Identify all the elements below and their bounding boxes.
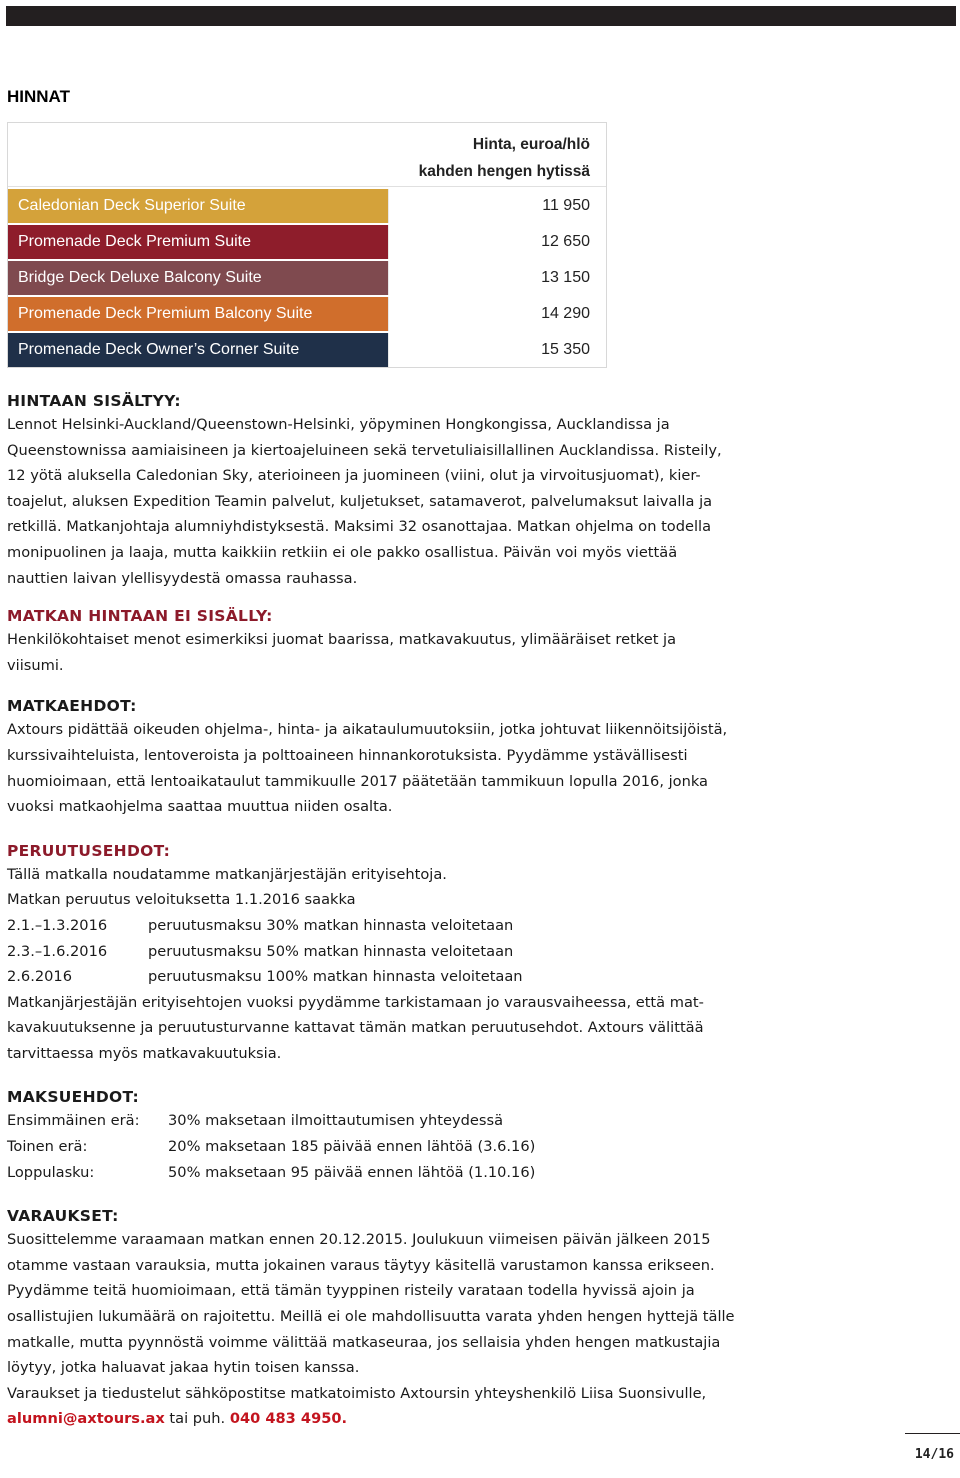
- text-line: retkillä. Matkanjohtaja alumniyhdistyksestä. Maksimi 32 osanottajaa. Matkan ohjelma on todella: [7, 518, 712, 536]
- text-line: Lennot Helsinki-Auckland/Queenstown-Helsinki, yöpyminen Hongkongissa, Aucklandissa ja: [7, 416, 670, 433]
- text-line: Matkanjärjestäjän erityisehtojen vuoksi pyydämme tarkistamaan jo varausvaiheessa, että mat-: [7, 993, 704, 1011]
- excludes-text: [7, 627, 797, 678]
- email-link[interactable]: alumni@axtours.ax: [7, 1410, 165, 1428]
- cancellation-fee: peruutusmaksu 30% matkan hinnasta veloitetaan: [148, 916, 514, 934]
- text-line: kavakuutuksenne ja peruutusturvanne kattavat tämän matkan peruutusehdot. Axtours välittää: [7, 1019, 704, 1037]
- text-line: Tällä matkalla noudatamme matkanjärjestäjän erityisehtoja.: [7, 865, 447, 883]
- cancellation-intro: [7, 862, 797, 913]
- top-bar: [6, 6, 956, 26]
- text-line: Axtours pidättää oikeuden ohjelma-, hinta- ja aikataulumuutoksiin, jotka johtuvat liikennöitsijöistä,: [7, 721, 728, 739]
- cancellation-fee: peruutusmaksu 100% matkan hinnasta veloitetaan: [148, 968, 523, 986]
- text-line: kurssivaihteluista, lentoveroista ja polttoaineen hinnankorotuksista. Pyydämme ystävällisesti: [7, 746, 688, 764]
- payment-row: [7, 1160, 797, 1186]
- price-table: [7, 122, 607, 368]
- cabin-price: 14 290: [388, 297, 606, 331]
- phone-link[interactable]: 040 483 4950.: [229, 1410, 348, 1428]
- price-rows: [8, 187, 606, 367]
- payment-row: [7, 1134, 797, 1160]
- cancellation-row: [7, 964, 797, 990]
- price-table-header: [8, 123, 606, 187]
- page-number: 14/16: [914, 1447, 954, 1462]
- text-line: 12 yötä aluksella Caledonian Sky, aterioineen ja juomineen (viini, olut ja virvoitusjuomat), kier-: [7, 467, 701, 485]
- phone-prefix: tai puh.: [164, 1410, 230, 1428]
- payment-text: 30% maksetaan ilmoittautumisen yhteydessä: [168, 1112, 504, 1130]
- cancellation-fee: peruutusmaksu 50% matkan hinnasta veloitetaan: [148, 942, 514, 960]
- payment-label: Loppulasku:: [7, 1163, 95, 1181]
- bookings-text: [7, 1227, 797, 1406]
- cabin-price: 12 650: [388, 225, 606, 259]
- payment-section: [7, 1086, 797, 1185]
- text-line: nauttien laivan ylellisyydestä omassa rauhassa.: [7, 569, 358, 587]
- text-line: osallistujien lukumäärä on rajoitettu. Meillä ei ole mahdollisuutta varata yhden hengen hyttejä tälle: [7, 1308, 735, 1326]
- text-line: Pyydämme teitä huomioimaan, että tämän tyyppinen risteily varataan todella hyvissä ajoin ja: [7, 1282, 695, 1300]
- text-line: tarvittaessa myös matkavakuutuksia.: [7, 1044, 282, 1062]
- cancellation-row: [7, 913, 797, 939]
- cancellation-period: 2.1.–1.3.2016: [7, 916, 108, 934]
- payment-heading: MAKSUEHDOT:: [7, 1088, 140, 1107]
- price-row: [8, 295, 606, 331]
- cancellation-period: 2.6.2016: [7, 968, 72, 986]
- text-line: Henkilökohtaiset menot esimerkiksi juomat baarissa, matkavakuutus, ylimääräiset retket ja: [7, 631, 677, 649]
- cancellation-heading: PERUUTUSEHDOT:: [7, 841, 171, 860]
- bookings-heading: VARAUKSET:: [7, 1207, 119, 1226]
- text-line: viisumi.: [7, 656, 64, 674]
- price-row: [8, 187, 606, 223]
- cabin-name: Bridge Deck Deluxe Balcony Suite: [8, 261, 388, 295]
- cabin-name: Promenade Deck Premium Balcony Suite: [8, 297, 388, 331]
- terms-heading: MATKAEHDOT:: [7, 697, 137, 716]
- terms-text: [7, 717, 797, 819]
- cabin-price: 11 950: [388, 189, 606, 223]
- cabin-price: 15 350: [388, 333, 606, 367]
- payment-text: 20% maksetaan 185 päivää ennen lähtöä (3.6.16): [168, 1138, 536, 1156]
- cancellation-section: [7, 840, 797, 1067]
- excludes-section: [7, 605, 797, 678]
- price-row: [8, 223, 606, 259]
- price-header-label: Hinta, euroa/hlö kahden hengen hytissä: [418, 136, 590, 180]
- price-row: [8, 259, 606, 295]
- cabin-name: Caledonian Deck Superior Suite: [8, 189, 388, 223]
- cabin-price: 13 150: [388, 261, 606, 295]
- cancellation-period: 2.3.–1.6.2016: [7, 942, 108, 960]
- payment-text: 50% maksetaan 95 päivää ennen lähtöä (1.10.16): [168, 1163, 536, 1181]
- cancellation-outro: [7, 990, 797, 1067]
- cancellation-table: [7, 913, 797, 990]
- text-line: Suosittelemme varaamaan matkan ennen 20.12.2015. Joulukuun viimeisen päivän jälkeen 2015: [7, 1231, 711, 1249]
- payment-row: [7, 1108, 797, 1134]
- text-line: löytyy, jotka haluavat jakaa hytin toisen kanssa.: [7, 1359, 360, 1377]
- text-line: toajelut, aluksen Expedition Teamin palvelut, kuljetukset, satamaverot, palvelumaksut laivalla ja: [7, 492, 713, 510]
- includes-text: [7, 412, 797, 591]
- bookings-section: [7, 1205, 797, 1432]
- includes-section: [7, 390, 797, 591]
- includes-heading: HINTAAN SISÄLTYY:: [7, 392, 181, 410]
- price-row: [8, 331, 606, 367]
- contact-line: [7, 1406, 797, 1432]
- text-line: huomioimaan, että lentoaikataulut tammikuulle 2017 päätetään tammikuun lopulla 2016, jonka: [7, 772, 708, 790]
- text-line: monipuolinen ja laaja, mutta kaikkiin retkiin ei ole pakko osallistua. Päivän voi myös viettää: [7, 543, 678, 561]
- payment-label: Toinen erä:: [7, 1138, 88, 1156]
- cancellation-row: [7, 939, 797, 965]
- payment-table: [7, 1108, 797, 1185]
- page-content: [7, 86, 797, 1432]
- page-title: HINNAT: [7, 87, 70, 106]
- excludes-heading: MATKAN HINTAAN EI SISÄLLY:: [7, 607, 273, 626]
- text-line: Varaukset ja tiedustelut sähköpostitse matkatoimisto Axtoursin yhteyshenkilö Liisa Suonsivulle,: [7, 1384, 707, 1402]
- terms-section: [7, 695, 797, 819]
- text-line: Matkan peruutus veloituksetta 1.1.2016 saakka: [7, 891, 356, 909]
- cabin-name: Promenade Deck Premium Suite: [8, 225, 388, 259]
- payment-label: Ensimmäinen erä:: [7, 1112, 140, 1130]
- text-line: otamme vastaan varauksia, mutta jokainen varaus täytyy käsitellä varustamon kanssa erikseen.: [7, 1256, 715, 1274]
- cabin-name: Promenade Deck Owner’s Corner Suite: [8, 333, 388, 367]
- text-line: vuoksi matkaohjelma saattaa muuttua niiden osalta.: [7, 798, 393, 816]
- text-line: Queenstownissa aamiaisineen ja kiertoajeluineen sekä tervetuliaisillallinen Aucklandissa. Risteily,: [7, 441, 722, 459]
- text-line: matkalle, mutta pyynnöstä voimme välittää matkaseuraa, jos sellaisia yhden hengen matkustajia: [7, 1333, 721, 1351]
